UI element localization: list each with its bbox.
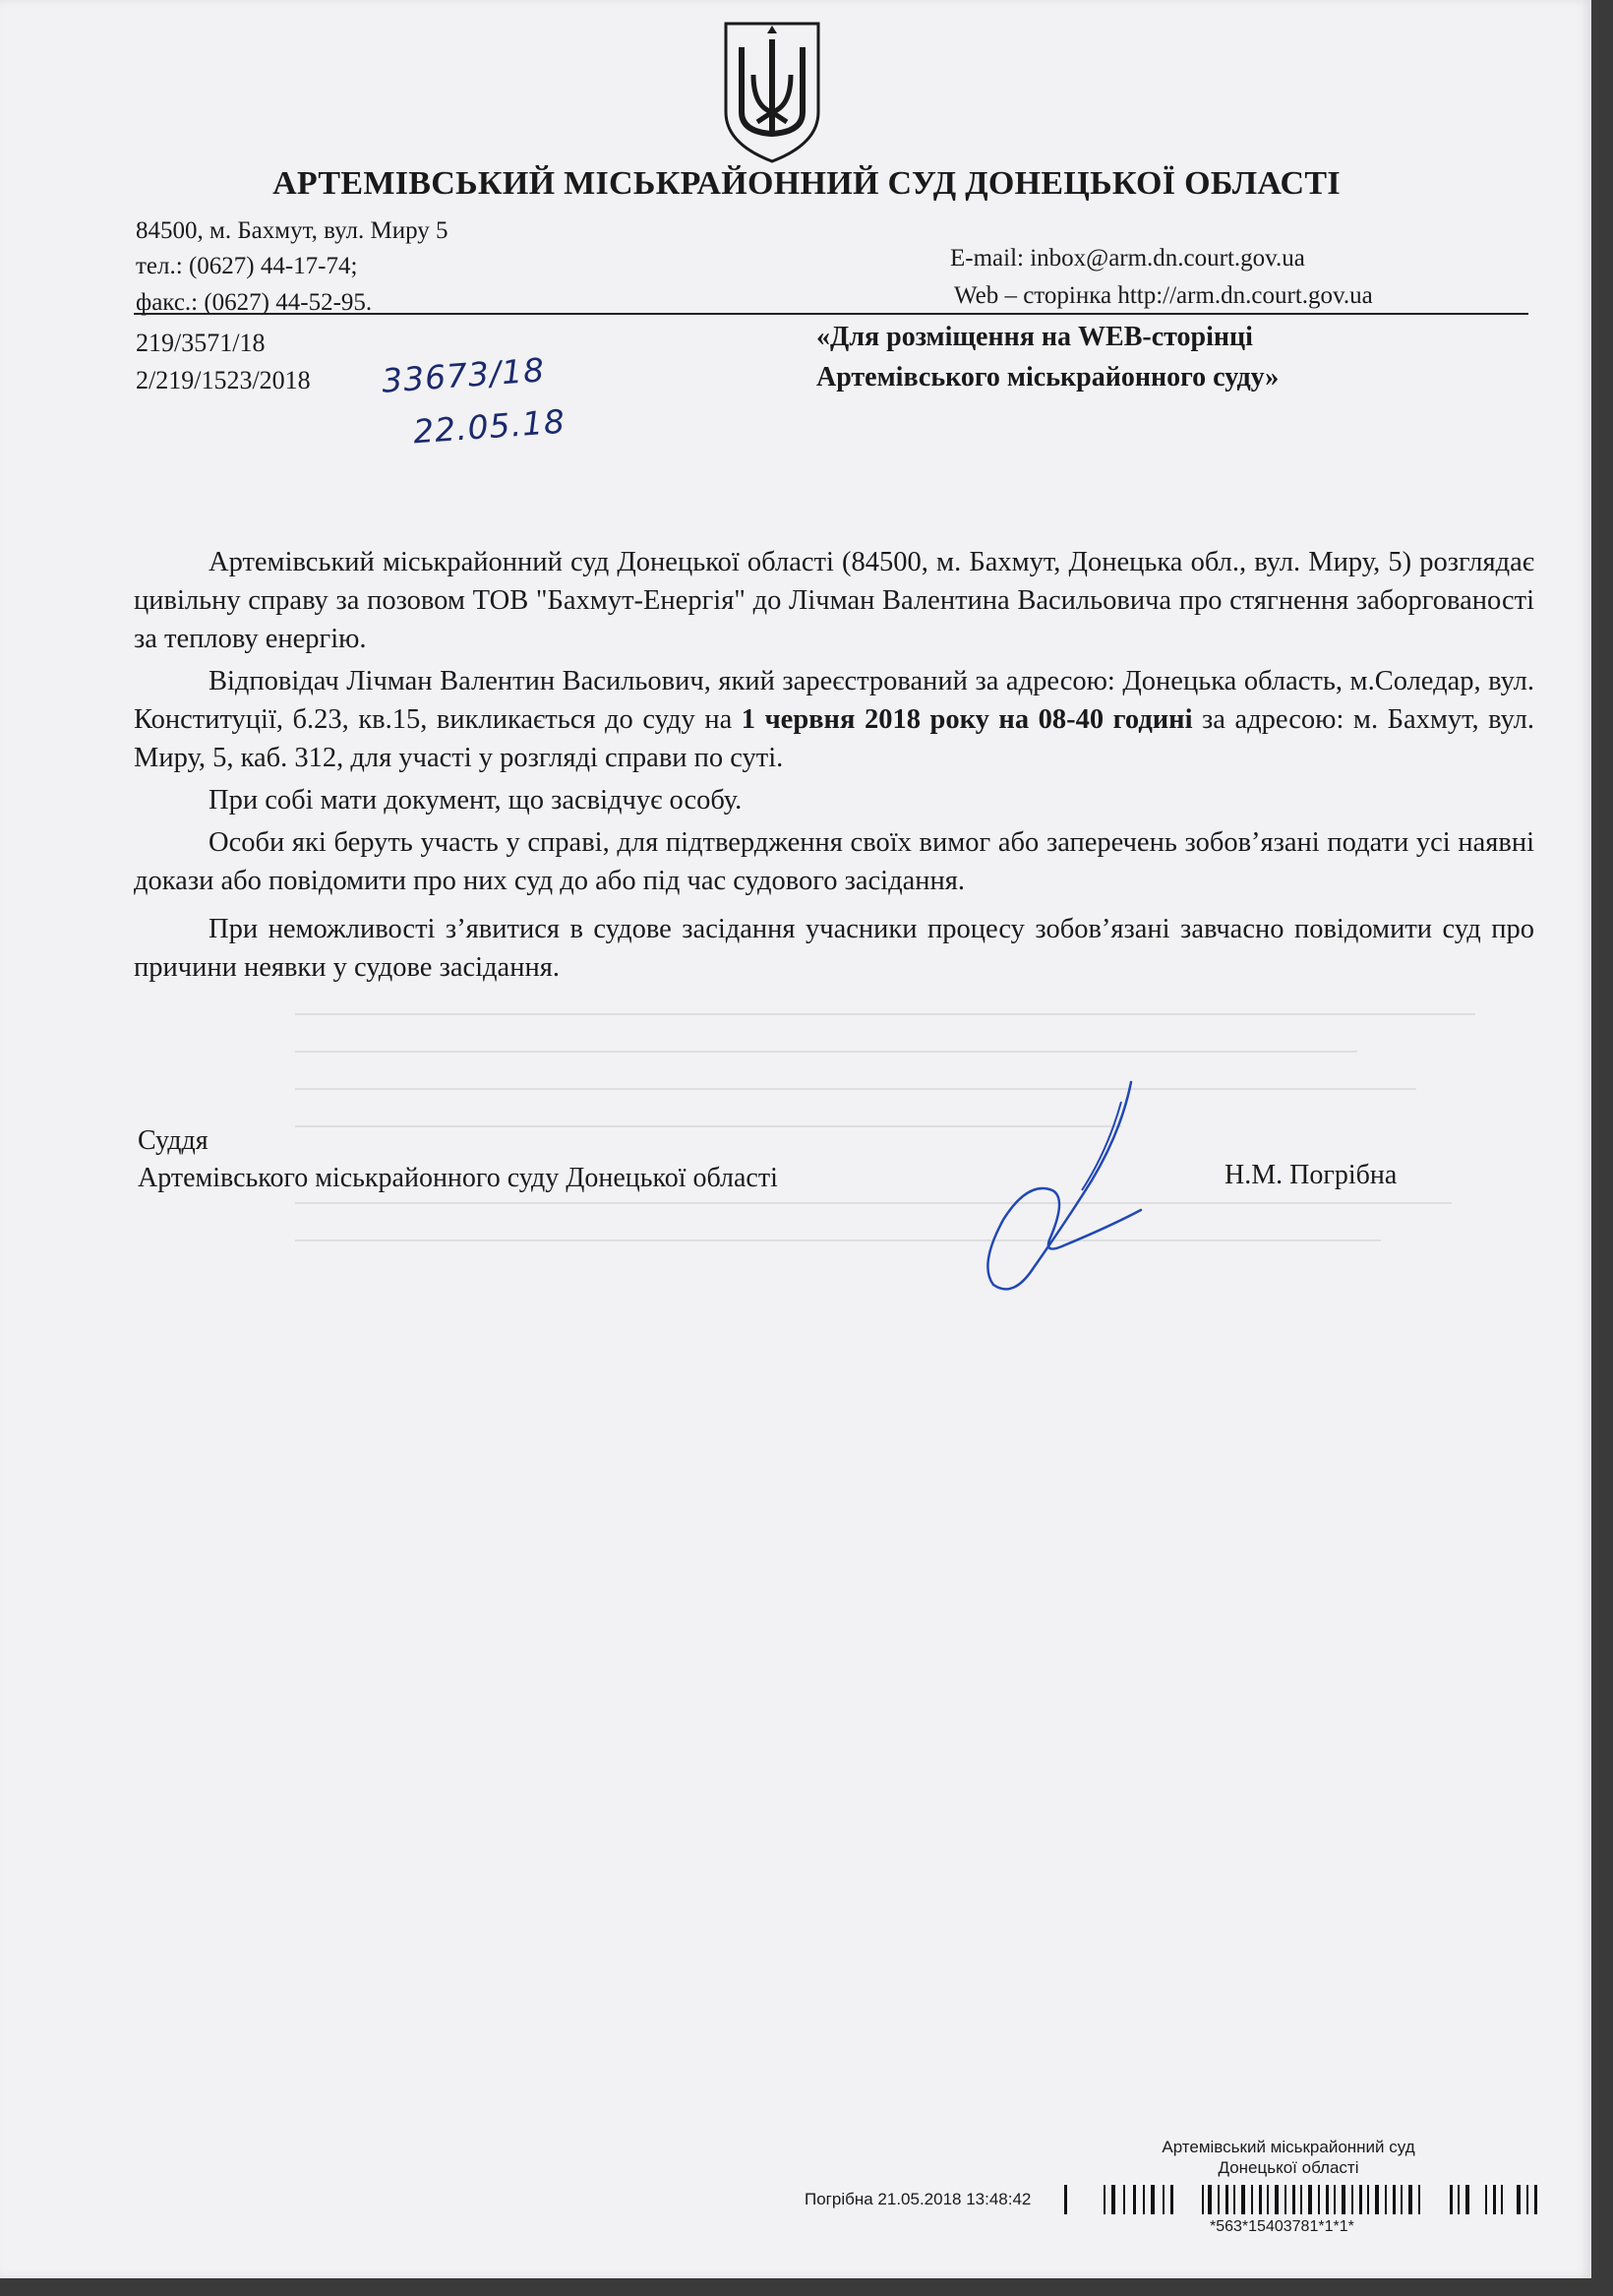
- judge-role: Суддя: [138, 1125, 209, 1156]
- paragraph-id-document: При собі мати документ, що засвідчує особу.: [209, 785, 743, 816]
- paragraph-summons: [134, 662, 1534, 777]
- header-divider: [134, 313, 1528, 315]
- handwritten-incoming-date: 22.05.18: [411, 401, 568, 452]
- judge-court: Артемівського міськрайонного суду Донецької області: [138, 1163, 778, 1193]
- barcode-icon: [1064, 2185, 1542, 2214]
- stamp-court-line-2: Донецької області: [1218, 2158, 1359, 2177]
- web-publication-note: [816, 317, 1279, 397]
- registrar-datetime: Погрібна 21.05.2018 13:48:42: [805, 2190, 1032, 2208]
- court-fax: факс.: (0627) 44-52-95.: [136, 289, 373, 316]
- paragraph-case: Артемівський міськрайонний суд Донецької області (84500, м. Бахмут, Донецька обл., вул. Миру, 5) розглядає цивільну справу за позовом ТОВ "Бахмут-Енергія" до Лічман Валентина Васильовича про стягнення заборгованості за теплову енергію.: [134, 547, 1534, 654]
- summons-body: [134, 543, 1534, 991]
- signature-block: [138, 1122, 778, 1197]
- web-note-line-2: Артемівського міськрайонного суду»: [816, 362, 1280, 393]
- barcode-number: *563*15403781*1*1*: [1210, 2218, 1354, 2235]
- judge-name: Н.М. Погрібна: [1225, 1160, 1398, 1190]
- handwritten-signature: [974, 1072, 1151, 1308]
- handwritten-incoming-number: 33673/18: [380, 350, 547, 400]
- court-address: 84500, м. Бахмут, вул. Миру 5: [136, 217, 448, 244]
- web-note-line-1: «Для розміщення на WEB-сторінці: [816, 322, 1253, 352]
- summons-text-b: за адресою: м. Бахмут, вул. Миру, 5, каб. 312, для участі у розгляді справи по суті.: [134, 704, 1534, 773]
- paragraph-absence: При неможливості з’явитися в судове засідання учасники процесу зобов’язані завчасно повідомити суд про причини неявки у судове засідання.: [134, 914, 1534, 983]
- stamp-court-line-1: Артемівський міськрайонний суд: [1162, 2138, 1415, 2156]
- coat-of-arms-icon: [718, 18, 826, 165]
- court-email: E-mail: inbox@arm.dn.court.gov.ua: [950, 245, 1305, 272]
- court-website: Web – сторінка http://arm.dn.court.gov.ua: [954, 282, 1373, 309]
- court-name-heading: АРТЕМІВСЬКИЙ МІСЬКРАЙОННИЙ СУД ДОНЕЦЬКОЇ ОБЛАСТІ: [272, 165, 1341, 202]
- paragraph-evidence: Особи які беруть участь у справі, для підтвердження своїх вимог або заперечень зобов’язані подати усі наявні докази або повідомити про них суд до або під час судового засідання.: [134, 827, 1534, 896]
- registration-stamp-court: [1141, 2137, 1436, 2178]
- court-phone: тел.: (0627) 44-17-74;: [136, 253, 358, 279]
- summons-text-a: Відповідач Лічман Валентин Васильович, який зареєстрований за адресою: Донецька область, м.Соледар, вул. Конституції, б.23, кв.15, викликається до суду на: [134, 666, 1534, 735]
- hearing-datetime: 1 червня 2018 року на 08-40 годині: [741, 704, 1193, 735]
- case-number: 219/3571/18: [136, 329, 266, 357]
- bleed-through-text: [295, 994, 1475, 1485]
- proceeding-number: 2/219/1523/2018: [136, 366, 311, 394]
